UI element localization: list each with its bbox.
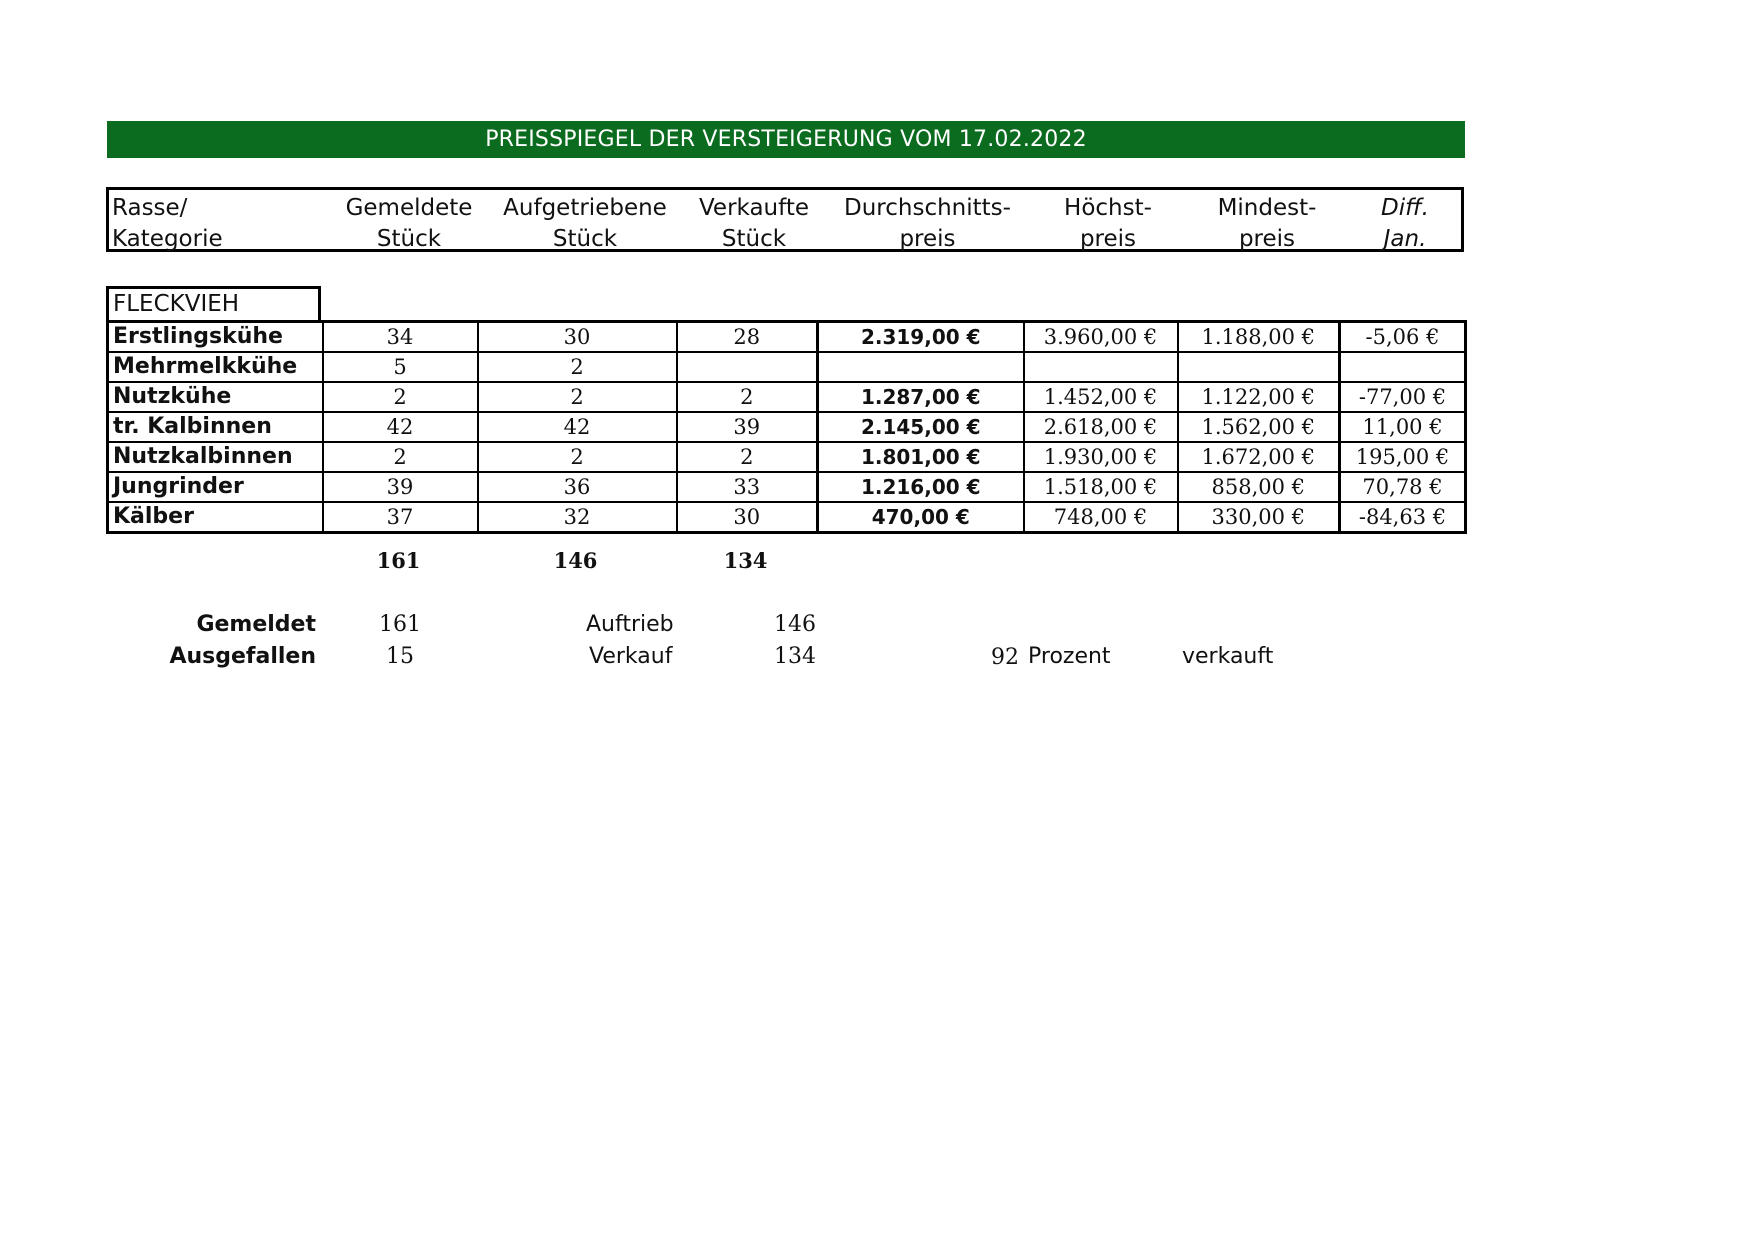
cell-mindest: 1.122,00 € xyxy=(1178,382,1340,412)
cell-diff: -5,06 € xyxy=(1340,322,1466,353)
cell-hoechst: 748,00 € xyxy=(1024,502,1178,533)
cell-kategorie: Jungrinder xyxy=(108,472,323,502)
cell-kategorie: Nutzkalbinnen xyxy=(108,442,323,472)
price-table xyxy=(106,320,1467,534)
summary-ausgefallen-value: 15 xyxy=(386,644,414,669)
cell-diff: -77,00 € xyxy=(1340,382,1466,412)
table-header xyxy=(106,187,1464,252)
header-gemeldete-line2: Stück xyxy=(376,226,442,252)
header-aufgetriebene xyxy=(485,193,685,255)
cell-durchschnitt: 1.801,00 € xyxy=(818,442,1024,472)
cell-aufgetrieben: 32 xyxy=(478,502,677,533)
cell-aufgetrieben: 2 xyxy=(478,352,677,382)
cell-durchschnitt xyxy=(818,352,1024,382)
cell-gemeldet: 34 xyxy=(323,322,478,353)
header-aufgetriebene-line1: Aufgetriebene xyxy=(503,195,667,221)
cell-aufgetrieben: 2 xyxy=(478,442,677,472)
header-diff xyxy=(1349,193,1461,255)
header-verkaufte xyxy=(684,193,824,255)
cell-verkauft: 28 xyxy=(677,322,818,353)
summary-auftrieb-value: 146 xyxy=(774,612,816,637)
total-aufgetrieben: 146 xyxy=(553,548,598,573)
header-hoechst-line2: preis xyxy=(1079,226,1137,252)
summary-auftrieb-label: Auftrieb xyxy=(586,612,674,637)
header-gemeldete-line1: Gemeldete xyxy=(345,195,473,221)
header-rasse-line2: Kategorie xyxy=(112,226,223,252)
header-mindest-line1: Mindest- xyxy=(1217,195,1317,221)
cell-kategorie: Nutzkühe xyxy=(108,382,323,412)
summary-prozent-value: 92 xyxy=(991,645,1019,670)
cell-hoechst xyxy=(1024,352,1178,382)
cell-verkauft: 2 xyxy=(677,382,818,412)
cell-aufgetrieben: 30 xyxy=(478,322,677,353)
header-mindest-line2: preis xyxy=(1238,226,1296,252)
cell-diff: 195,00 € xyxy=(1340,442,1466,472)
cell-mindest: 330,00 € xyxy=(1178,502,1340,533)
section-label: FLECKVIEH xyxy=(106,286,321,321)
table-row xyxy=(108,322,1466,353)
cell-durchschnitt: 1.287,00 € xyxy=(818,382,1024,412)
cell-mindest: 1.562,00 € xyxy=(1178,412,1340,442)
cell-verkauft: 33 xyxy=(677,472,818,502)
header-diff-line2: Jan. xyxy=(1383,226,1427,252)
cell-aufgetrieben: 36 xyxy=(478,472,677,502)
header-verkaufte-line1: Verkaufte xyxy=(698,195,809,221)
cell-aufgetrieben: 42 xyxy=(478,412,677,442)
cell-kategorie: Mehrmelkkühe xyxy=(108,352,323,382)
cell-kategorie: Kälber xyxy=(108,502,323,533)
cell-verkauft: 39 xyxy=(677,412,818,442)
summary-verkauf-value: 134 xyxy=(774,644,816,669)
cell-durchschnitt: 1.216,00 € xyxy=(818,472,1024,502)
header-gemeldete xyxy=(324,193,494,255)
header-rasse-line1: Rasse/ xyxy=(112,195,188,221)
cell-mindest: 1.672,00 € xyxy=(1178,442,1340,472)
cell-gemeldet: 2 xyxy=(323,442,478,472)
summary-verkauf-label: Verkauf xyxy=(589,644,673,669)
cell-hoechst: 1.930,00 € xyxy=(1024,442,1178,472)
cell-hoechst: 3.960,00 € xyxy=(1024,322,1178,353)
cell-durchschnitt: 2.145,00 € xyxy=(818,412,1024,442)
header-diff-line1: Diff. xyxy=(1380,195,1429,221)
summary-verkauft-label: verkauft xyxy=(1182,644,1274,669)
cell-kategorie: Erstlingskühe xyxy=(108,322,323,353)
cell-diff: 11,00 € xyxy=(1340,412,1466,442)
header-rasse xyxy=(112,193,302,255)
cell-gemeldet: 5 xyxy=(323,352,478,382)
cell-gemeldet: 37 xyxy=(323,502,478,533)
cell-gemeldet: 42 xyxy=(323,412,478,442)
summary-ausgefallen-label: Ausgefallen xyxy=(169,644,316,669)
cell-kategorie: tr. Kalbinnen xyxy=(108,412,323,442)
cell-hoechst: 2.618,00 € xyxy=(1024,412,1178,442)
cell-verkauft xyxy=(677,352,818,382)
header-aufgetriebene-line2: Stück xyxy=(552,226,618,252)
summary-prozent-label: Prozent xyxy=(1028,644,1111,669)
summary-gemeldet-value: 161 xyxy=(379,612,421,637)
total-gemeldet: 161 xyxy=(376,548,421,573)
cell-gemeldet: 2 xyxy=(323,382,478,412)
cell-hoechst: 1.452,00 € xyxy=(1024,382,1178,412)
table-row xyxy=(108,502,1466,533)
cell-diff: -84,63 € xyxy=(1340,502,1466,533)
header-durchschnitt-line1: Durchschnitts- xyxy=(844,195,1011,221)
cell-mindest: 1.188,00 € xyxy=(1178,322,1340,353)
cell-durchschnitt: 2.319,00 € xyxy=(818,322,1024,353)
cell-diff xyxy=(1340,352,1466,382)
header-verkaufte-line2: Stück xyxy=(721,226,787,252)
header-durchschnitt xyxy=(825,193,1030,255)
table-row xyxy=(108,442,1466,472)
table-row xyxy=(108,472,1466,502)
table-row xyxy=(108,382,1466,412)
cell-verkauft: 30 xyxy=(677,502,818,533)
page-title: PREISSPIEGEL DER VERSTEIGERUNG VOM 17.02.2022 xyxy=(107,121,1465,158)
header-hoechst xyxy=(1031,193,1185,255)
header-durchschnitt-line2: preis xyxy=(899,226,956,252)
summary-gemeldet-label: Gemeldet xyxy=(196,612,316,637)
cell-mindest xyxy=(1178,352,1340,382)
cell-aufgetrieben: 2 xyxy=(478,382,677,412)
total-verkauft: 134 xyxy=(723,548,768,573)
cell-hoechst: 1.518,00 € xyxy=(1024,472,1178,502)
header-hoechst-line1: Höchst- xyxy=(1064,195,1152,221)
table-row xyxy=(108,352,1466,382)
cell-verkauft: 2 xyxy=(677,442,818,472)
header-mindest xyxy=(1186,193,1348,255)
cell-mindest: 858,00 € xyxy=(1178,472,1340,502)
cell-diff: 70,78 € xyxy=(1340,472,1466,502)
cell-gemeldet: 39 xyxy=(323,472,478,502)
table-row xyxy=(108,412,1466,442)
cell-durchschnitt: 470,00 € xyxy=(818,502,1024,533)
